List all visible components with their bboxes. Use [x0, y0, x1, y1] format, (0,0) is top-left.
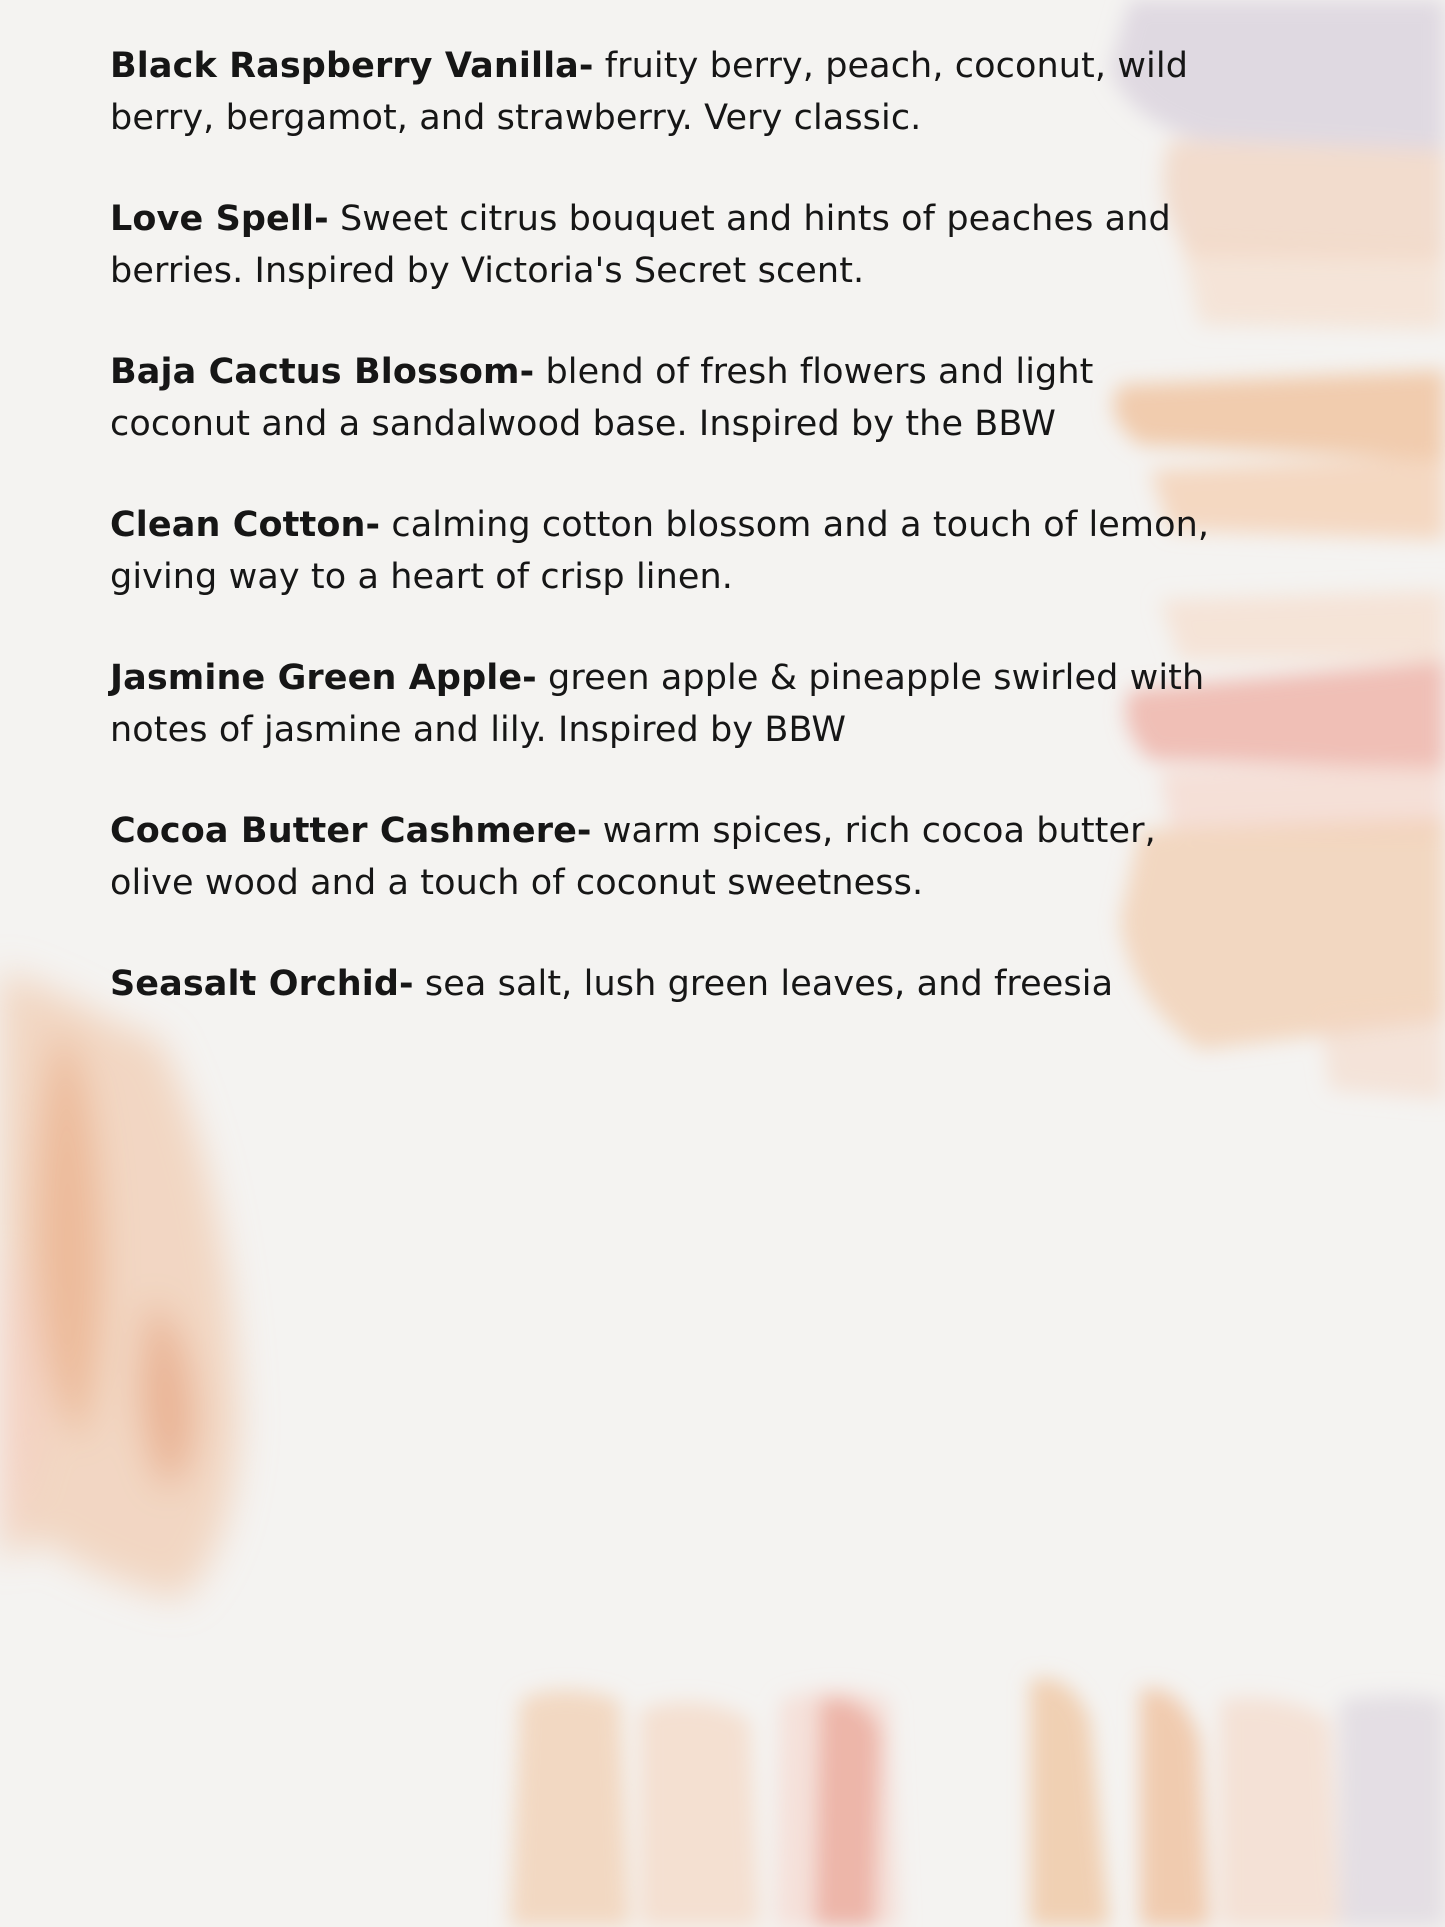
scent-description: warm spices, rich cocoa butter, olive wood and a touch of coconut sweetness.: [110, 811, 1156, 903]
scent-description: green apple & pineapple swirled with notes of jasmine and lily. Inspired by BBW: [110, 658, 1205, 750]
watercolor-strokes-left: [0, 970, 240, 1600]
scent-entry-jasmine-green-apple: [110, 652, 1230, 756]
scent-entry-clean-cotton: [110, 499, 1230, 603]
scent-entry-black-raspberry-vanilla: [110, 40, 1230, 144]
scent-description: blend of fresh flowers and light coconut and a sandalwood base. Inspired by the BBW: [110, 352, 1094, 444]
watercolor-strokes-bottom: [510, 1678, 1445, 1927]
scent-name: Baja Cactus Blossom-: [110, 352, 535, 392]
scent-description: fruity berry, peach, coconut, wild berry, bergamot, and strawberry. Very classic.: [110, 46, 1189, 138]
scent-entry-cocoa-butter-cashmere: [110, 805, 1230, 909]
scent-entry-love-spell: [110, 193, 1230, 297]
scent-name: Jasmine Green Apple-: [110, 658, 537, 698]
scent-description: sea salt, lush green leaves, and freesia: [413, 964, 1114, 1004]
scent-name: Cocoa Butter Cashmere-: [110, 811, 592, 851]
scent-name: Seasalt Orchid-: [110, 964, 414, 1004]
scent-name: Black Raspberry Vanilla-: [110, 46, 594, 86]
scent-entry-seasalt-orchid: [110, 958, 1230, 1010]
scent-list: [110, 40, 1230, 1059]
scent-entry-baja-cactus-blossom: [110, 346, 1230, 450]
scent-name: Clean Cotton-: [110, 505, 381, 545]
scent-description: Sweet citrus bouquet and hints of peaches and berries. Inspired by Victoria's Secret scent.: [110, 199, 1171, 291]
scent-description: calming cotton blossom and a touch of lemon, giving way to a heart of crisp linen.: [110, 505, 1210, 597]
scent-name: Love Spell-: [110, 199, 329, 239]
